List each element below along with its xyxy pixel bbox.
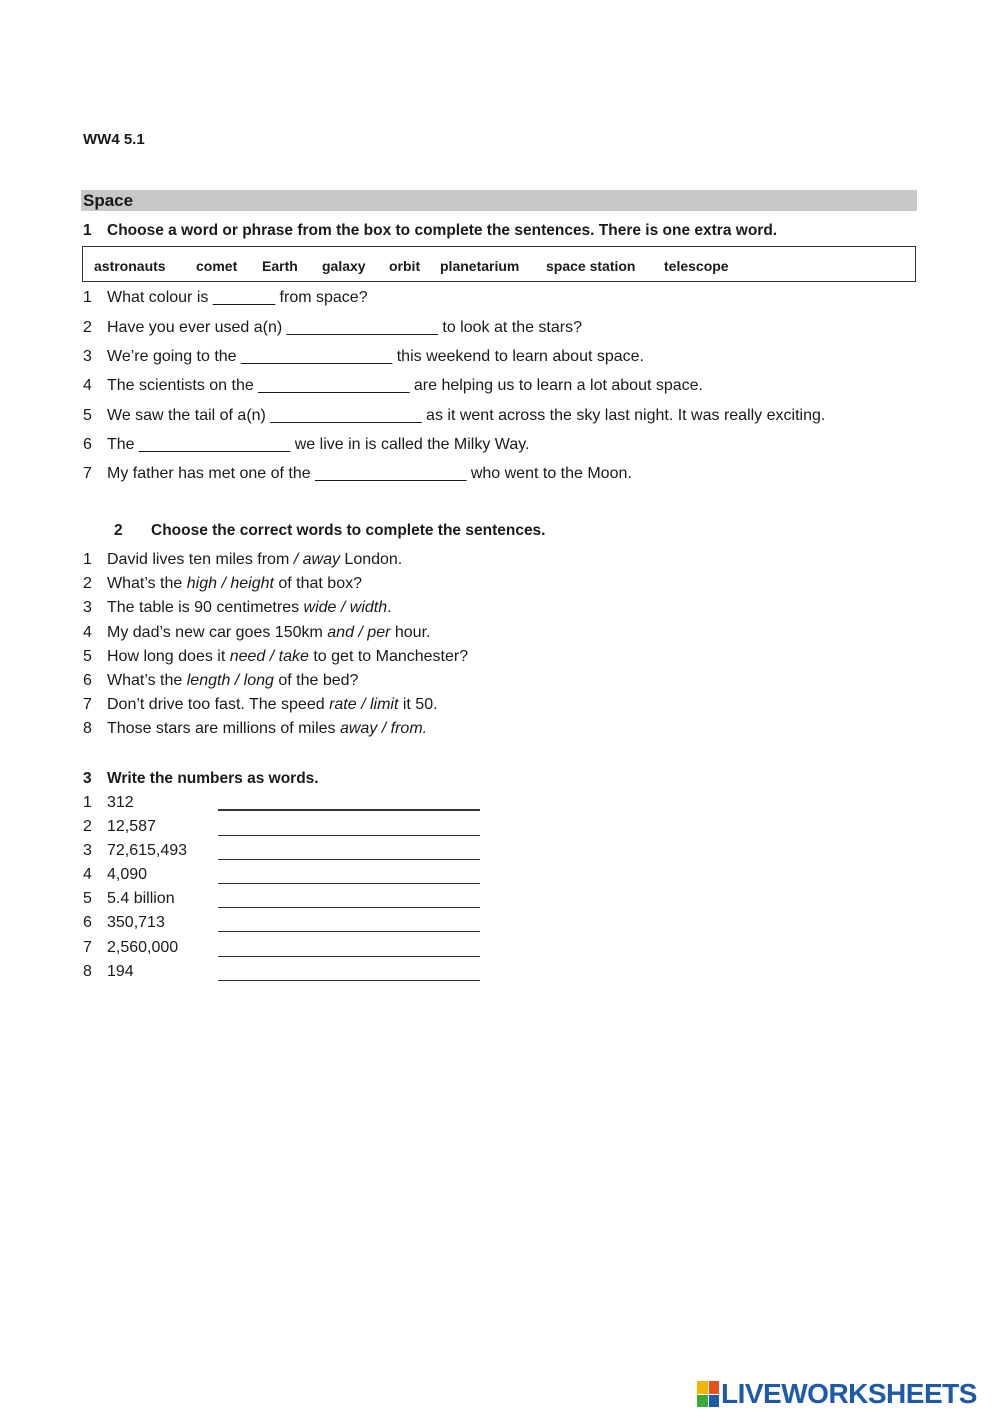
exercise3-instruction — [83, 770, 319, 788]
word-box-item: galaxy — [322, 258, 366, 274]
exercise3-instruction-text: Write the numbers as words. — [107, 770, 319, 787]
answer-line[interactable] — [218, 835, 480, 836]
word-choice[interactable]: wide / width — [303, 599, 388, 616]
word-choice[interactable]: and / per — [327, 624, 391, 641]
answer-line[interactable] — [218, 980, 480, 981]
word-choice[interactable]: need / take — [229, 648, 309, 665]
exercise2-number: 2 — [114, 522, 123, 539]
exercise1-item[interactable]: 7 My father has met one of the _________________ who went to the Moon. — [83, 465, 632, 482]
liveworksheets-logo[interactable] — [697, 1378, 977, 1410]
logo-icon-block — [709, 1381, 720, 1394]
number-value: 2,560,000 — [107, 939, 179, 956]
number-value: 350,713 — [107, 914, 165, 931]
exercise3-item: 4 4,090 — [83, 866, 148, 883]
exercise2-item[interactable]: 8 Those stars are millions of miles away / from. — [83, 720, 428, 737]
exercise1-item[interactable]: 6 The _________________ we live in is called the Milky Way. — [83, 436, 530, 453]
exercise1-instruction-text: Choose a word or phrase from the box to complete the sentences. There is one extra word. — [107, 222, 778, 239]
section-title-bar — [81, 190, 917, 211]
number-value: 5.4 billion — [107, 890, 175, 907]
exercise1-instruction — [83, 222, 777, 240]
exercise3-item: 1 312 — [83, 794, 134, 811]
number-value: 72,615,493 — [107, 842, 188, 859]
word-box — [82, 246, 916, 282]
logo-icon-block — [709, 1395, 720, 1408]
word-box-item: Earth — [262, 258, 298, 274]
exercise2-item[interactable]: 2 What’s the high / height of that box? — [83, 575, 362, 592]
exercise3-item: 3 72,615,493 — [83, 842, 188, 859]
exercise1-item[interactable]: 5 We saw the tail of a(n) _________________ as it went across the sky last night. It was really exciting. — [83, 407, 826, 424]
word-box-item: comet — [196, 258, 238, 274]
exercise2-item[interactable]: 1 David lives ten miles from / away London. — [83, 551, 403, 568]
exercise3-item: 2 12,587 — [83, 818, 156, 835]
word-choice[interactable]: / away — [293, 551, 340, 568]
logo-icon-block — [697, 1395, 708, 1408]
liveworksheets-logo-icon — [697, 1381, 719, 1407]
answer-line[interactable] — [218, 907, 480, 908]
exercise2-instruction-text: Choose the correct words to complete the sentences. — [151, 522, 546, 539]
exercise1-number: 1 — [83, 222, 92, 239]
exercise1-item[interactable]: 3 We’re going to the _________________ this weekend to learn about space. — [83, 348, 644, 365]
exercise2-item[interactable]: 6 What’s the length / long of the bed? — [83, 672, 359, 689]
number-value: 194 — [107, 963, 134, 980]
number-value: 12,587 — [107, 818, 156, 835]
section-title: Space — [83, 191, 134, 210]
exercise3-item: 6 350,713 — [83, 914, 165, 931]
exercise1-item[interactable]: 4 The scientists on the _________________ are helping us to learn a lot about space. — [83, 377, 703, 394]
exercise1-item[interactable]: 1 What colour is _______ from space? — [83, 289, 368, 306]
exercise1-item[interactable]: 2 Have you ever used a(n) _________________ to look at the stars? — [83, 319, 582, 336]
answer-line[interactable] — [218, 956, 480, 957]
word-choice[interactable]: high / height — [186, 575, 274, 592]
word-box-item: telescope — [664, 258, 729, 274]
number-value: 4,090 — [107, 866, 148, 883]
exercise2-item[interactable]: 5 How long does it need / take to get to Manchester? — [83, 648, 469, 665]
exercise3-number: 3 — [83, 770, 92, 787]
exercise2-item[interactable]: 4 My dad’s new car goes 150km and / per hour. — [83, 624, 431, 641]
answer-line[interactable] — [218, 859, 480, 860]
exercise2-item[interactable]: 3 The table is 90 centimetres wide / width. — [83, 599, 392, 616]
word-box-item: planetarium — [440, 258, 520, 274]
exercise2-item[interactable]: 7 Don’t drive too fast. The speed rate / limit it 50. — [83, 696, 438, 713]
word-choice[interactable]: length / long — [186, 672, 274, 689]
word-choice[interactable]: away / from. — [339, 720, 428, 737]
document-code: WW4 5.1 — [83, 131, 145, 148]
word-box-item: astronauts — [94, 258, 166, 274]
word-choice[interactable]: rate / limit — [329, 696, 399, 713]
exercise3-item: 7 2,560,000 — [83, 939, 179, 956]
answer-line[interactable] — [218, 809, 480, 811]
exercise3-item: 5 5.4 billion — [83, 890, 175, 907]
answer-line[interactable] — [218, 931, 480, 932]
answer-line[interactable] — [218, 883, 480, 884]
number-value: 312 — [107, 794, 134, 811]
exercise2-instruction — [114, 522, 546, 540]
logo-icon-block — [697, 1381, 708, 1394]
logo-text: LIVEWORKSHEETS — [721, 1378, 977, 1409]
word-box-item: space station — [546, 258, 636, 274]
word-box-item: orbit — [389, 258, 421, 274]
exercise3-item: 8 194 — [83, 963, 134, 980]
